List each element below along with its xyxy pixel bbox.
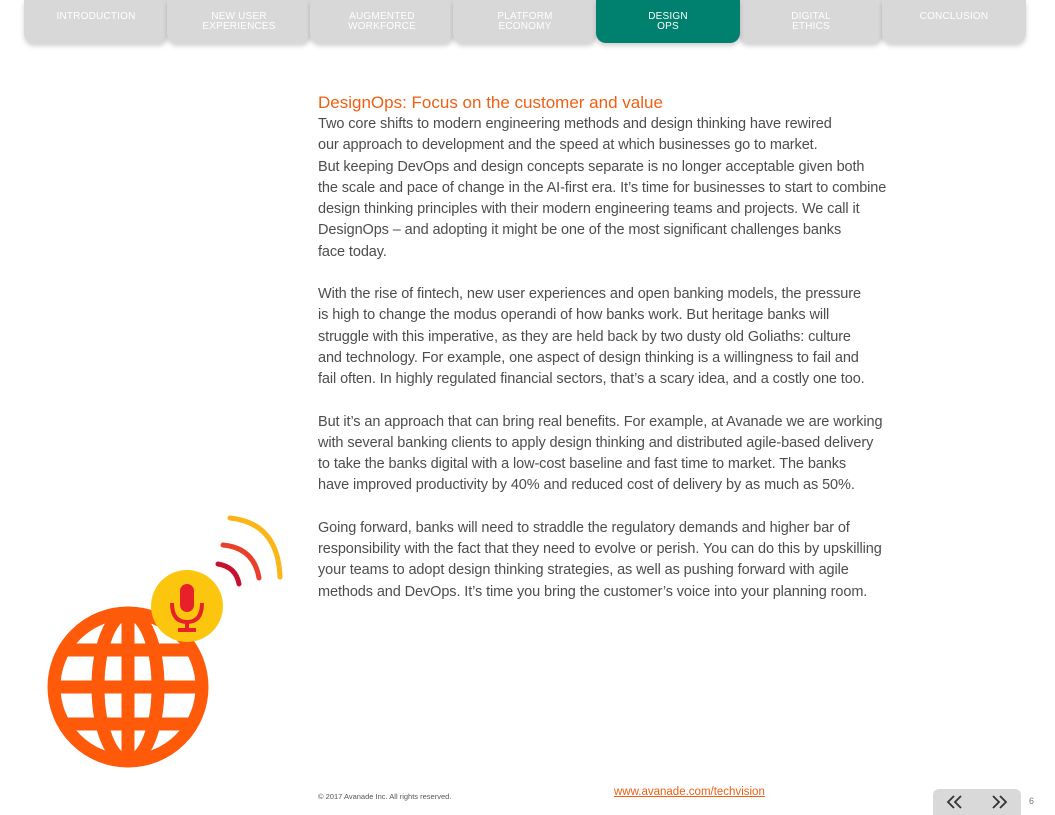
article <box>318 92 903 624</box>
tab-design-ops[interactable] <box>596 0 740 43</box>
techvision-link[interactable]: www.avanade.com/techvision <box>614 786 765 798</box>
tab-label: DESIGN OPS <box>648 11 688 32</box>
tab-new-user-experiences[interactable] <box>167 0 311 43</box>
tab-digital-ethics[interactable] <box>739 0 883 43</box>
tab-label: CONCLUSION <box>919 11 989 22</box>
tab-label: DIGITAL ETHICS <box>791 11 831 32</box>
tab-label: NEW USER EXPERIENCES <box>202 11 276 32</box>
signal-waves-icon <box>218 518 280 584</box>
page-navigation <box>933 789 1021 815</box>
double-chevron-right-icon <box>990 795 1008 809</box>
page-number: 6 <box>1029 796 1035 806</box>
next-page-button[interactable] <box>984 791 1014 813</box>
tab-label: PLATFORM ECONOMY <box>497 11 553 32</box>
section-tabs <box>24 0 1032 44</box>
article-paragraph: With the rise of fintech, new user experiences and open banking models, the pressure is high to change the modus operandi of how banks work. But heritage banks will struggle with this imperative, as they are held back by two dusty old Goliaths: culture and technology. For example, one aspect of design thinking is a willingness to fail and fail often. In highly regulated financial sectors, that’s a scary idea, and a costly one too. <box>318 286 865 388</box>
tab-label: INTRODUCTION <box>56 11 136 22</box>
tab-introduction[interactable] <box>24 0 168 43</box>
tab-label: AUGMENTED WORKFORCE <box>348 11 416 32</box>
globe-voice-illustration <box>40 505 300 775</box>
copyright-text: © 2017 Avanade Inc. All rights reserved. <box>318 792 452 801</box>
microphone-icon <box>151 570 223 642</box>
article-paragraph: But it’s an approach that can bring real benefits. For example, at Avanade we are working with several banking clients to apply design thinking and distributed agile-based delivery to take the banks digital with a low-cost baseline and fast time to market. The banks have improved productivity by 40% and reduced cost of delivery by as much as 50%. <box>318 413 883 494</box>
article-paragraph: Going forward, banks will need to straddle the regulatory demands and higher bar of responsibility with the fact that they need to evolve or perish. You can do this by upskilling your teams to adopt design thinking strategies, as well as pushing forward with agile methods and DevOps. It’s time you bring the customer’s voice into your planning room. <box>318 519 882 600</box>
tab-platform-economy[interactable] <box>453 0 597 43</box>
article-title: DesignOps: Focus on the customer and value <box>318 93 663 112</box>
previous-page-button[interactable] <box>940 791 970 813</box>
tab-augmented-workforce[interactable] <box>310 0 454 43</box>
article-paragraph: Two core shifts to modern engineering methods and design thinking have rewired our approach to development and the speed at which businesses go to market. But keeping DevOps and design concepts separate is no longer acceptable given both the scale and pace of change in the AI-first era. It’s time for businesses to start to combine design thinking principles with their modern engineering teams and projects. We call it DesignOps – and adopting it might be one of the most significant challenges banks face today. <box>318 116 887 260</box>
double-chevron-left-icon <box>946 795 964 809</box>
tab-conclusion[interactable] <box>882 0 1026 43</box>
